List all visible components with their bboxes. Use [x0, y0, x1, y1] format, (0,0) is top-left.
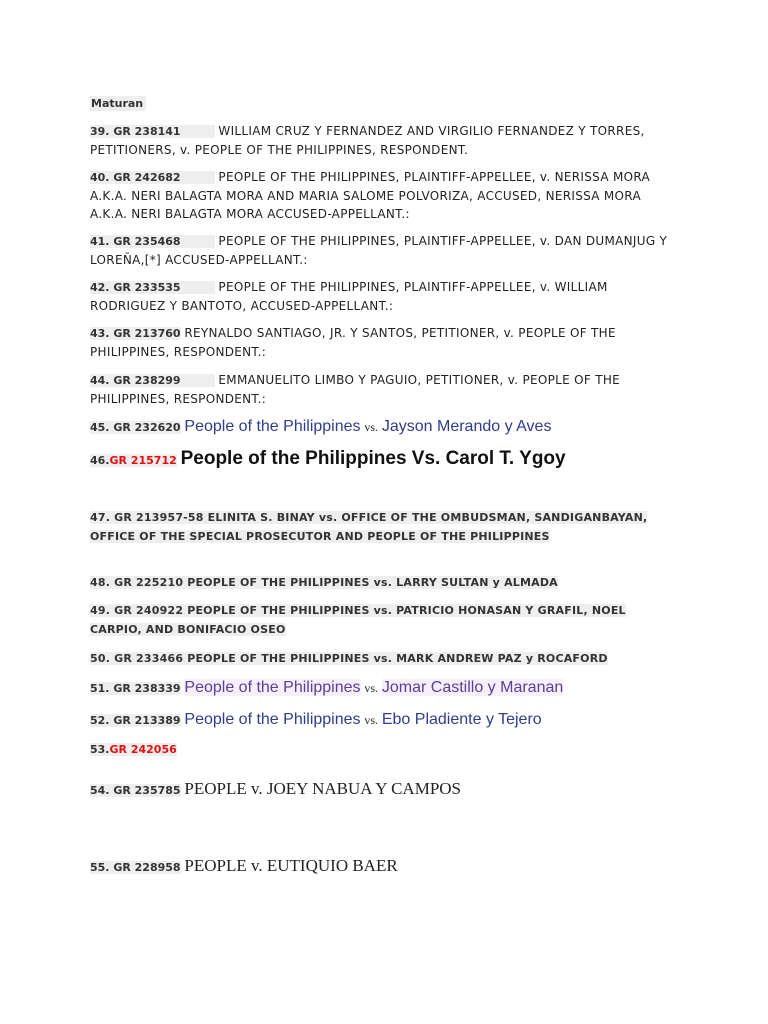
- case-number: 44. GR 238299: [90, 374, 181, 387]
- case-gr-highlight: GR 242056: [109, 743, 177, 756]
- case-entry-53: [90, 740, 680, 759]
- case-title: 49. GR 240922 PEOPLE OF THE PHILIPPINES vs. PATRICIO HONASAN Y GRAFIL, NOEL CARPIO, AND BONIFACIO OSEO: [90, 604, 626, 636]
- case-title: EMMANUELITO LIMBO Y PAGUIO, PETITIONER, v. PEOPLE OF THE PHILIPPINES, RESPONDENT.:: [90, 373, 621, 406]
- case-party-right: Ebo Pladiente y Tejero: [381, 711, 542, 728]
- case-title: 47. GR 213957-58 ELINITA S. BINAY vs. OFFICE OF THE OMBUDSMAN, SANDIGANBAYAN, OFFICE OF THE SPECIAL PROSECUTOR AND PEOPLE OF THE PHILIPPINES: [90, 511, 648, 543]
- case-entry-48: [90, 573, 680, 592]
- case-entry-45: [90, 418, 680, 437]
- case-party-right: Jayson Merando y Aves: [381, 418, 552, 435]
- case-vs: vs.: [364, 713, 379, 727]
- case-party-left: People of the Philippines: [184, 711, 361, 728]
- case-entry-54: [90, 780, 680, 800]
- case-vs: vs.: [364, 420, 379, 434]
- case-title: PEOPLE OF THE PHILIPPINES, PLAINTIFF-APPELLEE, v. WILLIAM RODRIGUEZ Y BANTOTO, ACCUSED-APPELLANT.:: [90, 280, 608, 313]
- case-vs: vs.: [364, 681, 379, 695]
- section-header: [90, 92, 146, 111]
- case-number: 55. GR 228958: [90, 861, 181, 874]
- case-party-right: Jomar Castillo y Maranan: [381, 679, 564, 696]
- case-number: 46.: [90, 454, 110, 467]
- case-entry-42: [90, 278, 680, 315]
- case-number: 40. GR 242682: [90, 171, 181, 184]
- case-party-left: People of the Philippines: [184, 418, 361, 435]
- case-entry-43: [90, 324, 680, 361]
- section-header-label: Maturan: [90, 96, 146, 111]
- case-entry-40: [90, 168, 680, 223]
- case-number: 43. GR 213760: [90, 327, 181, 340]
- case-entry-50: [90, 649, 680, 668]
- case-entry-46: [90, 450, 680, 470]
- case-entry-55: [90, 857, 680, 877]
- case-number: 41. GR 235468: [90, 235, 181, 248]
- case-title: People of the Philippines Vs. Carol T. Ygoy: [180, 448, 566, 469]
- case-entry-51: [90, 679, 680, 698]
- case-title: REYNALDO SANTIAGO, JR. Y SANTOS, PETITIONER, v. PEOPLE OF THE PHILIPPINES, RESPONDENT.:: [90, 326, 616, 359]
- case-number: 54. GR 235785: [90, 784, 181, 797]
- case-number: 53.: [90, 743, 110, 756]
- case-title: 48. GR 225210 PEOPLE OF THE PHILIPPINES vs. LARRY SULTAN y ALMADA: [90, 576, 558, 589]
- case-party-left: People of the Philippines: [184, 679, 361, 696]
- case-title: PEOPLE v. JOEY NABUA Y CAMPOS: [184, 779, 462, 798]
- case-title: WILLIAM CRUZ Y FERNANDEZ AND VIRGILIO FERNANDEZ Y TORRES, PETITIONERS, v. PEOPLE OF THE PHILIPPINES, RESPONDENT.: [90, 124, 645, 157]
- case-gr-highlight: GR 215712: [109, 454, 177, 467]
- case-entry-47: [90, 508, 680, 546]
- case-entry-39: [90, 122, 680, 159]
- case-number: 42. GR 233535: [90, 281, 181, 294]
- case-number: 39. GR 238141: [90, 125, 181, 138]
- case-title: PEOPLE OF THE PHILIPPINES, PLAINTIFF-APPELLEE, v. DAN DUMANJUG Y LOREÑA,[*] ACCUSED-APPELLANT.:: [90, 234, 668, 267]
- case-entry-49: [90, 601, 680, 639]
- case-title: PEOPLE v. EUTIQUIO BAER: [184, 856, 398, 875]
- case-title: PEOPLE OF THE PHILIPPINES, PLAINTIFF-APPELLEE, v. NERISSA MORA A.K.A. NERI BALAGTA MORA AND MARIA SALOME POLVORIZA, ACCUSED, NERISSA MORA A.K.A. NERI BALAGTA MORA ACCUSED-APPELLANT.:: [90, 170, 651, 221]
- case-entry-52: [90, 711, 680, 730]
- case-entry-41: [90, 232, 680, 269]
- case-number: 52. GR 213389: [90, 714, 181, 727]
- case-title: 50. GR 233466 PEOPLE OF THE PHILIPPINES vs. MARK ANDREW PAZ y ROCAFORD: [90, 652, 608, 665]
- case-number: 51. GR 238339: [90, 682, 181, 695]
- case-number: 45. GR 232620: [90, 421, 181, 434]
- case-entry-44: [90, 371, 680, 408]
